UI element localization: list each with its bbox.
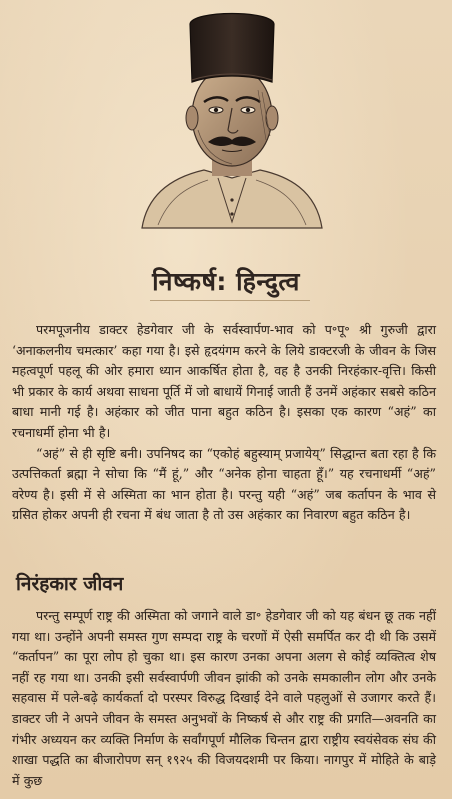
portrait-illustration [138, 0, 326, 236]
nirahankar-section [12, 606, 436, 791]
intro-section [12, 320, 436, 526]
paragraph: “अहं” से ही सृष्टि बनी। उपनिषद का “एकोहं बहुस्याम् प्रजायेय्” सिद्धान्त बता रहा है कि उत्पत्तिकर्ता ब्रह्मा ने सोचा कि “मैं हूं,” और “अनेक होना चाहता हूँ।” यह रचनाधर्मी “अहं” वरेण्य है। इसी में से अस्मिता का भान होता है। परन्तु यही “अहं” जब कर्तापन के भाव से ग्रसित होकर अपनी ही रचना में बंध जाता है तो उस अहंकार का निवारण बहुत कठिन है। [12, 445, 436, 523]
section-heading: निरंहकार जीवन [16, 573, 124, 595]
paragraph: परमपूजनीय डाक्टर हेडगेवार जी के सर्वस्वार्पण-भाव को प॰पू॰ श्री गुरुजी द्वारा ‘अनाकलनीय चमत्कार’ कहा गया है। इसे हृदयंगम करने के लिये डाक्टरजी के जीवन के जिस महत्वपूर्ण पहलू की ओर हमारा ध्यान आकर्षित होता है, वह है उनकी निरहंकार-वृत्ति। किसी भी प्रकार के कार्य अथवा साधना पूर्ति में जो बाधायें गिनाई जाती हैं उनमें अहंकार सबसे कठिन बाधा मानी गई है। अहंकार को जीत पाना बहुत कठिन है। इसका एक कारण “अहं” का रचनाधर्मी होना भी है। [12, 322, 436, 440]
portrait-sketch [138, 0, 326, 236]
paragraph: परन्तु सम्पूर्ण राष्ट्र की अस्मिता को जगाने वाले डा॰ हेडगेवार जी को यह बंधन छू तक नहीं गया था। उन्होंने अपनी समस्त गुण सम्पदा राष्ट्र के चरणों में ऐसी समर्पित कर दी थी कि उसमें “कर्तापन” का पूरा लोप हो चुका था। इस कारण उनका अपना अलग से कोई व्यक्तित्व शेष नहीं रह गया था। उनकी इसी सर्वस्वार्पणी जीवन झांकी को उनके समकालीन लोग और उनके सहवास में पले-बढ़े कार्यकर्ता दो परस्पर विरुद्ध दिखाई देने वाले पहलुओं से उजागर करते हैं। डाक्टर जी ने अपने जीवन के समस्त अनुभवों के निष्कर्ष से और राष्ट्र की प्रगति—अवनति का गंभीर अध्ययन कर व्यक्ति निर्माण के सर्वांगपूर्ण मौलिक चिन्तन द्वारा राष्ट्रीय स्वयंसेवक संघ की शाखा पद्धति का बीजारोपण सन् १९२५ की विजयदशमी पर किया। नागपुर में मोहिते के बाड़े में कुछ [12, 608, 436, 788]
chapter-title: निष्कर्ष: हिन्दुत्व [152, 267, 300, 296]
title-underline [150, 300, 310, 301]
